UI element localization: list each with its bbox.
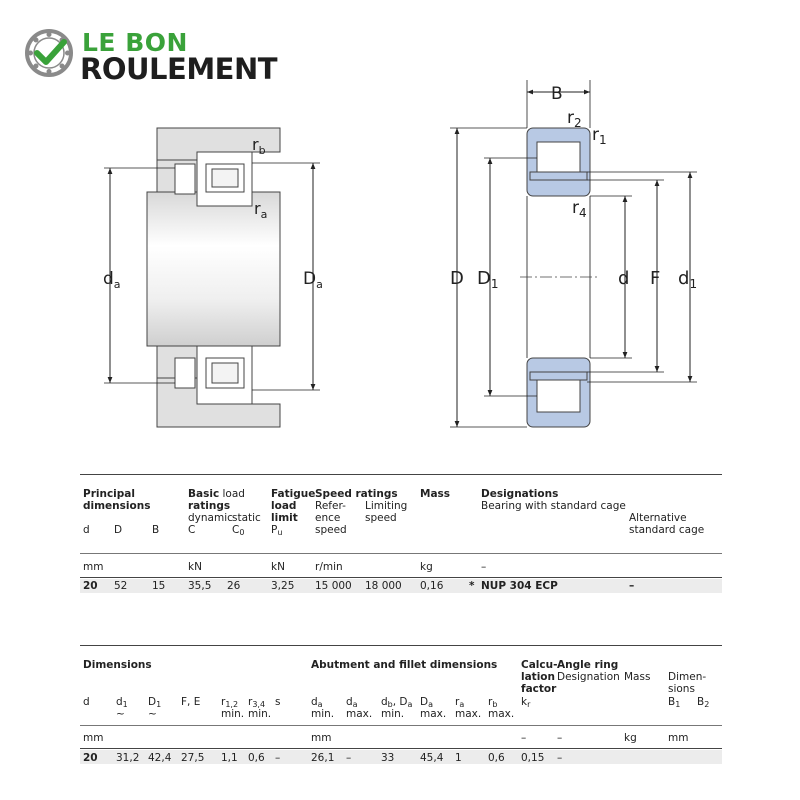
Da-label: $D_a$ <box>303 269 323 291</box>
row2-s: – <box>275 752 281 764</box>
sym-D: D <box>114 524 123 536</box>
h-db-Da: $d_b$, $D_a$ <box>381 696 413 709</box>
table2-mid-rule <box>80 725 722 726</box>
fatigue-limit-header: limit <box>271 512 298 524</box>
dimensions2-header: Dimensions <box>83 659 152 671</box>
table2-row-band <box>80 750 722 764</box>
table2-row-rule <box>80 748 722 749</box>
row2-r34: 0,6 <box>248 752 265 764</box>
speed-ratings-header: Speed ratings <box>315 488 398 500</box>
lation-header: lation <box>521 671 555 683</box>
row1-designation: NUP 304 ECP <box>481 580 558 592</box>
D-label: D <box>450 268 464 289</box>
h-db-min-label: min. <box>381 708 405 720</box>
h-da-min-label: min. <box>311 708 335 720</box>
h-Da-max-label: max. <box>420 708 447 720</box>
u-mm: mm <box>83 732 104 744</box>
D1-label: $D_1$ <box>477 268 499 291</box>
h-kr: $k_r$ <box>521 696 531 709</box>
h-d: d <box>83 696 90 708</box>
h-D1-tilde: ~ <box>148 708 157 720</box>
alt-cage-header: standard cage <box>629 524 705 536</box>
row2-D1: 42,4 <box>148 752 172 764</box>
h-da-min: $d_a$ <box>311 696 323 709</box>
h-FE: F, E <box>181 696 201 708</box>
h-da-max-label: max. <box>346 708 373 720</box>
F-label: F <box>650 268 661 289</box>
da-label: $d_a$ <box>103 269 121 291</box>
fatigue-header: Fatigue <box>271 488 316 500</box>
row1-mass: 0,16 <box>420 580 444 592</box>
dimensions-header: dimensions <box>83 500 151 512</box>
sym-B: B <box>152 524 160 536</box>
row1-star: * <box>469 580 475 592</box>
h-s: s <box>275 696 281 708</box>
row2-kr: 0,15 <box>521 752 545 764</box>
r4-label: $r_4$ <box>572 198 587 220</box>
h-D1: $D_1$ <box>148 696 162 709</box>
unit-kN: kN <box>188 561 202 573</box>
u-kg: kg <box>624 732 637 744</box>
angle-designation-header: Designation <box>557 671 620 683</box>
bearing-std-header: Bearing with standard cage <box>481 500 626 512</box>
row2-da-min: 26,1 <box>311 752 335 764</box>
unit-dash: – <box>481 561 487 573</box>
dimen-header: Dimen- <box>668 671 707 683</box>
calcu-header: Calcu- <box>521 659 558 671</box>
limiting-speed-header: speed <box>365 512 397 524</box>
row2-da-max: – <box>346 752 352 764</box>
r1-label: $r_1$ <box>592 125 607 147</box>
h-Da-max: $D_a$ <box>420 696 433 709</box>
row2-d1: 31,2 <box>116 752 140 764</box>
h-ra-max: $r_a$ <box>455 696 465 709</box>
sions-header: sions <box>668 683 695 695</box>
h-B1: $B_1$ <box>668 696 681 709</box>
ra-label: $r_a$ <box>254 199 268 221</box>
alternative-header: Alternative <box>629 512 687 524</box>
row1-C: 35,5 <box>188 580 212 592</box>
h-rb-max: $r_b$ <box>488 696 498 709</box>
row1-ref-speed: 15 000 <box>315 580 352 592</box>
row1-D: 52 <box>114 580 128 592</box>
row1-lim-speed: 18 000 <box>365 580 402 592</box>
u-dash-1: – <box>521 732 527 744</box>
factor-header: factor <box>521 683 557 695</box>
sym-C: C <box>188 524 196 536</box>
limiting-header: Limiting <box>365 500 408 512</box>
reference-speed-header: speed <box>315 524 347 536</box>
row2-Da-max: 45,4 <box>420 752 444 764</box>
h-r12-min: min. <box>221 708 245 720</box>
brand-line1: LE BON <box>82 28 188 57</box>
r2-label: $r_2$ <box>567 108 582 130</box>
sym-Pu: $P_u$ <box>271 524 283 537</box>
row2-FE: 27,5 <box>181 752 205 764</box>
h-r34: $r_{3,4}$ <box>248 696 266 709</box>
unit-kg: kg <box>420 561 433 573</box>
h-ra-max-label: max. <box>455 708 482 720</box>
h-d1-tilde: ~ <box>116 708 125 720</box>
dynamic-header: dynamic <box>188 512 233 524</box>
row2-d: 20 <box>83 752 98 764</box>
unit-mm: mm <box>83 561 104 573</box>
rb-label: $r_b$ <box>252 135 266 157</box>
row2-angle: – <box>557 752 563 764</box>
reference-ence-header: ence <box>315 512 341 524</box>
row2-r12: 1,1 <box>221 752 238 764</box>
row1-Pu: 3,25 <box>271 580 295 592</box>
reference-header: Refer- <box>315 500 346 512</box>
static-header: static <box>232 512 261 524</box>
row2-rb-max: 0,6 <box>488 752 505 764</box>
u-mm-2: mm <box>311 732 332 744</box>
sym-C0: $C_0$ <box>232 524 245 537</box>
row1-d: 20 <box>83 580 98 592</box>
mass-header: Mass <box>420 488 451 500</box>
basic-load-header: Basic load <box>188 488 245 500</box>
fatigue-load-header: load <box>271 500 297 512</box>
h-r12: $r_{1,2}$ <box>221 696 239 709</box>
h-rb-max-label: max. <box>488 708 515 720</box>
sym-d: d <box>83 524 90 536</box>
row2-db-min: 33 <box>381 752 395 764</box>
u-mm-3: mm <box>668 732 689 744</box>
u-dash-2: – <box>557 732 563 744</box>
d-label: d <box>618 268 630 289</box>
principal-header: Principal <box>83 488 135 500</box>
mass2-header: Mass <box>624 671 651 683</box>
angle-ring-header: Angle ring <box>557 659 619 671</box>
ratings-header: ratings <box>188 500 231 512</box>
designations-header: Designations <box>481 488 559 500</box>
d1-label: $d_1$ <box>678 268 698 291</box>
h-d1: $d_1$ <box>116 696 128 709</box>
row1-C0: 26 <box>227 580 241 592</box>
h-B2: $B_2$ <box>697 696 710 709</box>
unit-rmin: r/min <box>315 561 343 573</box>
h-da-max: $d_a$ <box>346 696 358 709</box>
h-r34-min: min. <box>248 708 272 720</box>
brand-line2: ROULEMENT <box>80 52 278 86</box>
unit-kN-2: kN <box>271 561 285 573</box>
row2-ra-max: 1 <box>455 752 462 764</box>
row1-B: 15 <box>152 580 166 592</box>
B-label: B <box>551 84 563 104</box>
abutment-header: Abutment and fillet dimensions <box>311 659 498 671</box>
row1-alt: – <box>629 580 635 592</box>
